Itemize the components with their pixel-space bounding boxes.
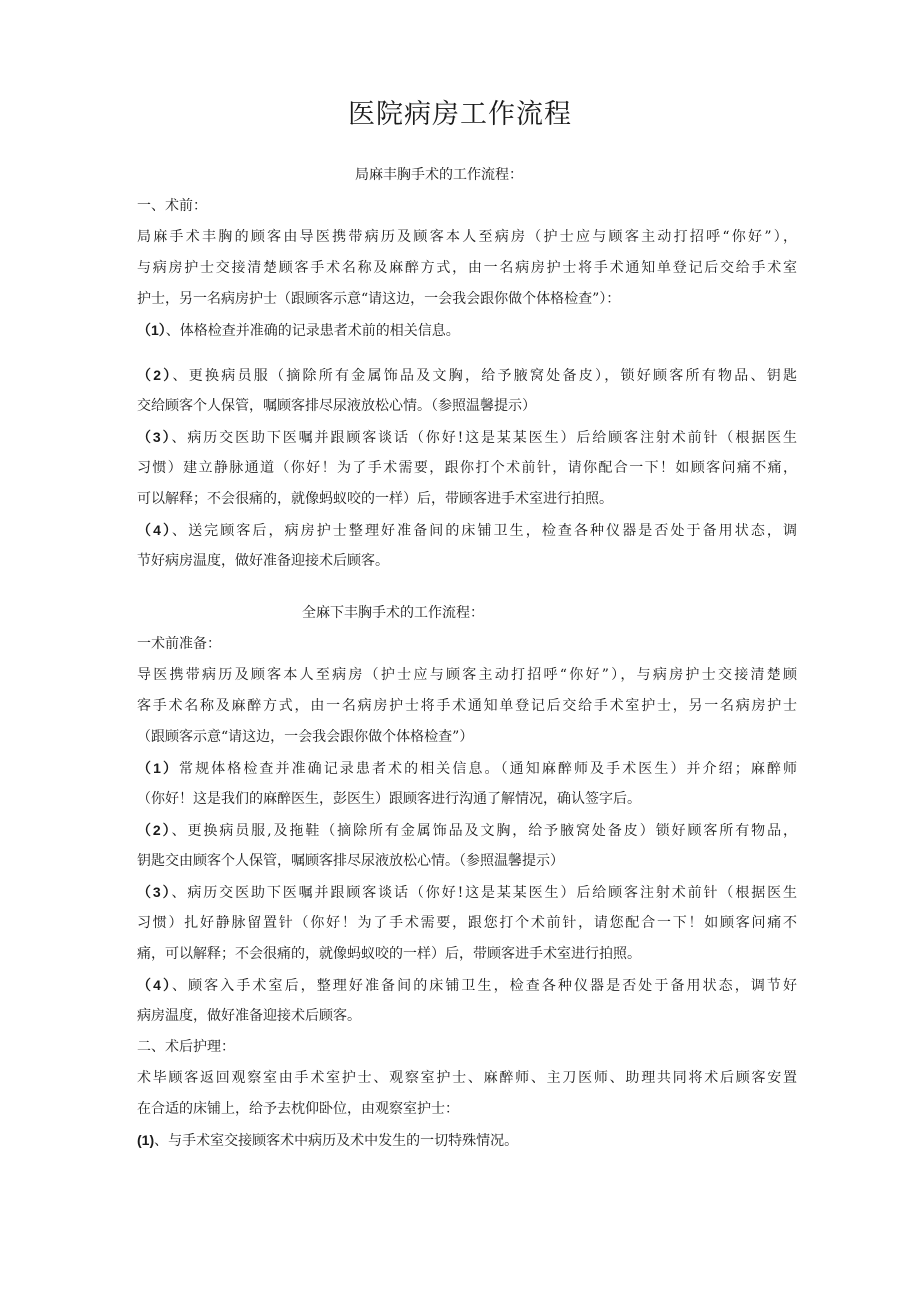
step-number: (1) [137, 1132, 155, 1148]
section2-step1 [137, 753, 797, 784]
step-text: 常规体格检查并准确记录患者术的相关信息。（通知麻醉师及手术医生）并介绍；麻醉师 [179, 761, 797, 777]
section1-intro-line: 与病房护士交接清楚顾客手术名称及麻醉方式，由一名病房护士将手术通知单登记后交给手术室 [137, 260, 797, 276]
document-title: 医院病房工作流程 [348, 99, 572, 130]
document-body [137, 160, 797, 1156]
section1-step3-cont: 习惯）建立静脉通道（你好！为了手术需要，跟你打个术前针，请你配合一下！如顾客问痛不痛， [137, 460, 797, 476]
section2-post-op-label: 二、术后护理： [137, 1039, 235, 1055]
step-text: 、更换病员服（摘除所有金属饰品及文胸，给予腋窝处备皮），锁好顾客所有物品、钥匙 [172, 368, 798, 384]
section2-step4-cont: 病房温度，做好准备迎接术后顾客。 [137, 1008, 361, 1024]
section2-intro-line: 导医携带病历及顾客本人至病房（护士应与顾客主动打招呼“你好”），与病房护士交接清楚顾 [137, 667, 797, 683]
section2-step4 [137, 970, 797, 1001]
section1-heading: 局麻丰胸手术的工作流程： [355, 167, 523, 183]
step-number: （3） [137, 429, 172, 445]
section1-pre-op-label: 一、术前： [137, 198, 207, 214]
section1-step2 [137, 360, 797, 391]
section2-pre-op-label: 一术前准备： [137, 636, 221, 652]
step-number: （2） [137, 822, 172, 838]
section2-step1-cont: （你好！这是我们的麻醉医生，彭医生）跟顾客进行沟通了解情况，确认签字后。 [137, 791, 641, 807]
section1-step1 [137, 315, 797, 346]
step-text: 、病历交医助下医嘱并跟顾客谈话（你好!这是某某医生）后给顾客注射术前针（根据医生 [171, 885, 798, 901]
section1-intro-line: 护士，另一名病房护士（跟顾客示意“请这边，一会我会跟你做个体格检查”）： [137, 291, 621, 307]
section2-step3 [137, 877, 797, 908]
step-number: （1） [137, 322, 166, 338]
step-number: （4） [137, 977, 173, 993]
section1-step2-cont: 交给顾客个人保管，嘱顾客排尽尿液放松心情。（参照温馨提示） [137, 398, 536, 414]
section1-intro-line: 局麻手术丰胸的顾客由导医携带病历及顾客本人至病房（护士应与顾客主动打招呼“你好”）， [137, 229, 797, 245]
step-number: （3） [137, 884, 172, 900]
section2-step3-cont: 痛，可以解释；不会很痛的，就像蚂蚁咬的一样）后，带顾客进手术室进行拍照。 [137, 946, 641, 962]
step-text: 、更换病员服,及拖鞋（摘除所有金属饰品及文胸，给予腋窝处备皮）锁好顾客所有物品， [171, 823, 797, 839]
section1-step4-cont: 节好病房温度，做好准备迎接术后顾客。 [137, 553, 389, 569]
section1-step3-cont: 可以解释；不会很痛的，就像蚂蚁咬的一样）后，带顾客进手术室进行拍照。 [137, 491, 613, 507]
step-number: （2） [137, 367, 173, 383]
section2-post-line: 在合适的床铺上，给予去枕仰卧位，由观察室护士： [137, 1101, 459, 1117]
section2-step3-cont: 习惯）扎好静脉留置针（你好！为了手术需要，跟您打个术前针，请您配合一下！如顾客问痛不 [137, 915, 797, 931]
step-text: 、与手术室交接顾客术中病历及术中发生的一切特殊情况。 [154, 1133, 519, 1149]
step-number: （4） [137, 522, 173, 538]
section2-intro-line: 客手术名称及麻醉方式，由一名病房护士将手术通知单登记后交给手术室护士，另一名病房护士 [137, 698, 797, 714]
section1-step4 [137, 515, 797, 546]
step-text: 、顾客入手术室后，整理好准备间的床铺卫生，检查各种仪器是否处于备用状态，调节好 [172, 978, 797, 994]
section2-intro-line: （跟顾客示意“请这边，一会我会跟你做个体格检查”） [137, 729, 474, 745]
section2-step2-cont: 钥匙交由顾客个人保管，嘱顾客排尽尿液放松心情。（参照温馨提示） [137, 853, 564, 869]
section2-heading: 全麻下丰胸手术的工作流程： [302, 605, 484, 621]
section1-step3 [137, 422, 797, 453]
section2-post-line: 术毕顾客返回观察室由手术室护士、观察室护士、麻醉师、主刀医师、助理共同将术后顾客安置 [137, 1070, 797, 1086]
step-number: （1） [137, 760, 180, 776]
step-text: 、病历交医助下医嘱并跟顾客谈话（你好!这是某某医生）后给顾客注射术前针（根据医生 [171, 430, 798, 446]
step-text: 、送完顾客后，病房护士整理好准备间的床铺卫生，检查各种仪器是否处于备用状态，调 [172, 523, 797, 539]
section2-post-step1 [137, 1125, 797, 1156]
section2-step2 [137, 815, 797, 846]
step-text: 、体格检查并准确的记录患者术前的相关信息。 [165, 323, 460, 339]
